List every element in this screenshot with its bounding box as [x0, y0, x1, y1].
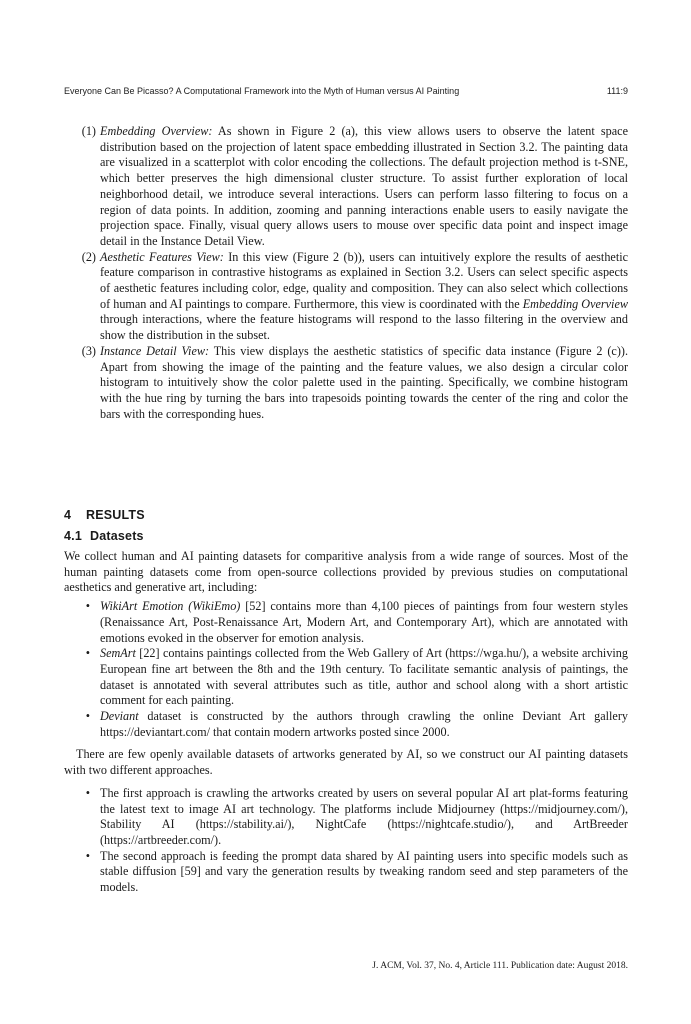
- bullet-mark: •: [85, 848, 90, 863]
- intro-paragraph: We collect human and AI painting datasets for comparitive analysis from a wide range of sources. Most of the human painting datasets come from open-source collections provided by previous studies on computational aesthetics and generative art, including:: [64, 549, 628, 595]
- approach-text: The second approach is feeding the prompt data shared by AI painting users into specific models such as stable diffusion [59] and vary the generation results by tweaking random seed and step parameters of the models.: [100, 848, 628, 895]
- subsection-title: Datasets: [90, 529, 144, 543]
- view-text: through interactions, where the feature histograms will respond to the lasso filtering in the overview and show the distribution in the subset.: [100, 312, 628, 343]
- list-item: [64, 786, 628, 849]
- section-heading: [64, 508, 145, 522]
- list-item: [64, 849, 628, 896]
- bullet-mark: •: [85, 709, 90, 724]
- list-item: [64, 599, 628, 646]
- running-title: Everyone Can Be Picasso? A Computational Framework into the Myth of Human versus AI Painting: [64, 86, 460, 96]
- page-footer: J. ACM, Vol. 37, No. 4, Article 111. Publication date: August 2018.: [372, 961, 628, 971]
- subsection-number: 4.1: [64, 529, 82, 543]
- view-list: [64, 124, 628, 422]
- view-reference: Embedding Overview: [522, 296, 628, 311]
- dataset-text: dataset is constructed by the authors through crawling the online Deviant Art gallery https://deviantart.com/ that contain modern artworks posted since 2000.: [100, 709, 628, 739]
- list-item: [64, 709, 628, 740]
- ai-approach-list: [64, 786, 628, 896]
- human-dataset-list: [64, 599, 628, 740]
- approach-text: The first approach is crawling the artworks created by users on several popular AI art plat-forms featuring the latest text to image AI art technology. The platforms include Midjourney (https://midjourney.com/), Stability AI (https://stability.ai/), NightCafe (https://nightcafe.studio/), and ArtBreeder (https://artbreeder.com/).: [100, 785, 628, 847]
- view-number: (2): [81, 249, 96, 264]
- bullet-mark: •: [85, 785, 90, 800]
- dataset-name: Deviant: [100, 709, 139, 724]
- bullet-mark: •: [85, 646, 90, 661]
- view-text: This view displays the aesthetic statistics of specific data instance (Figure 2 (c)). Apart from showing the image of the painting and the feature values, we also design a circular color histogram to intuitively show the color palette used in the painting. Specifically, we combine histogram with the hue ring by turning the bars into trapesoids pointing towards the center of the ring and color the bars with the corresponding hues.: [100, 343, 628, 421]
- view-item: [64, 124, 628, 250]
- view-title: Aesthetic Features View:: [100, 249, 224, 264]
- view-item: [64, 344, 628, 423]
- list-item: [64, 646, 628, 709]
- dataset-text: [22] contains paintings collected from the Web Gallery of Art (https://wga.hu/), a website archiving European fine art between the 8th and the 19th century. To facilitate semantic analysis of paintings, the dataset is annotated with several attributes such as title, author and school along with a short artistic comment for each painting.: [100, 646, 628, 708]
- view-item: [64, 250, 628, 344]
- view-title: Instance Detail View:: [100, 343, 210, 358]
- section-number: 4: [64, 508, 72, 522]
- datasets-section: [64, 549, 628, 896]
- dataset-name: WikiArt Emotion (WikiEmo): [100, 599, 241, 614]
- subsection-heading: [64, 529, 144, 543]
- bullet-mark: •: [85, 599, 90, 614]
- view-title: Embedding Overview:: [100, 124, 213, 138]
- view-number: (1): [81, 124, 96, 138]
- section-title: RESULTS: [86, 508, 145, 522]
- view-text: In this view (Figure 2 (b)), users can intuitively explore the results of aesthetic feature comparison in contrastive histograms as explained in Section 3.2. Users can select specific aspects of aesthetic features including color, edge, quality and composition. They can also select which collections of human and AI paintings to compare. Furthermore, this view is coordinated with the: [100, 249, 628, 311]
- page-number: 111:9: [606, 86, 628, 96]
- ai-paragraph: There are few openly available datasets of artworks generated by AI, so we construct our AI painting datasets with two different approaches.: [64, 747, 628, 778]
- view-number: (3): [81, 343, 96, 358]
- dataset-name: SemArt: [100, 646, 136, 661]
- running-header: [64, 86, 628, 96]
- view-text: As shown in Figure 2 (a), this view allows users to observe the latent space distribution based on the projection of latent space embedding illustrated in Section 3.2. The painting data are visualized in a scatterplot with color encoding the collections. The default projection method is t-SNE, which better preserves the high dimensional cluster structure. To assist further exploration of local neighborhood detail, we introduce several interactions. Users can perform lasso filtering to focus on a region of data points. In addition, zooming and panning interactions enable users to easily navigate the projection space. Finally, visual query allows users to mouse over specific data point and inspect image detail in the Instance Detail View.: [100, 124, 628, 248]
- dataset-text: [52] contains more than 4,100 pieces of paintings from four western styles (Renaissance Art, Post-Renaissance Art, Modern Art, and Contemporary Art), which are annotated with emotions evoked in the observer for emotion analysis.: [100, 599, 628, 645]
